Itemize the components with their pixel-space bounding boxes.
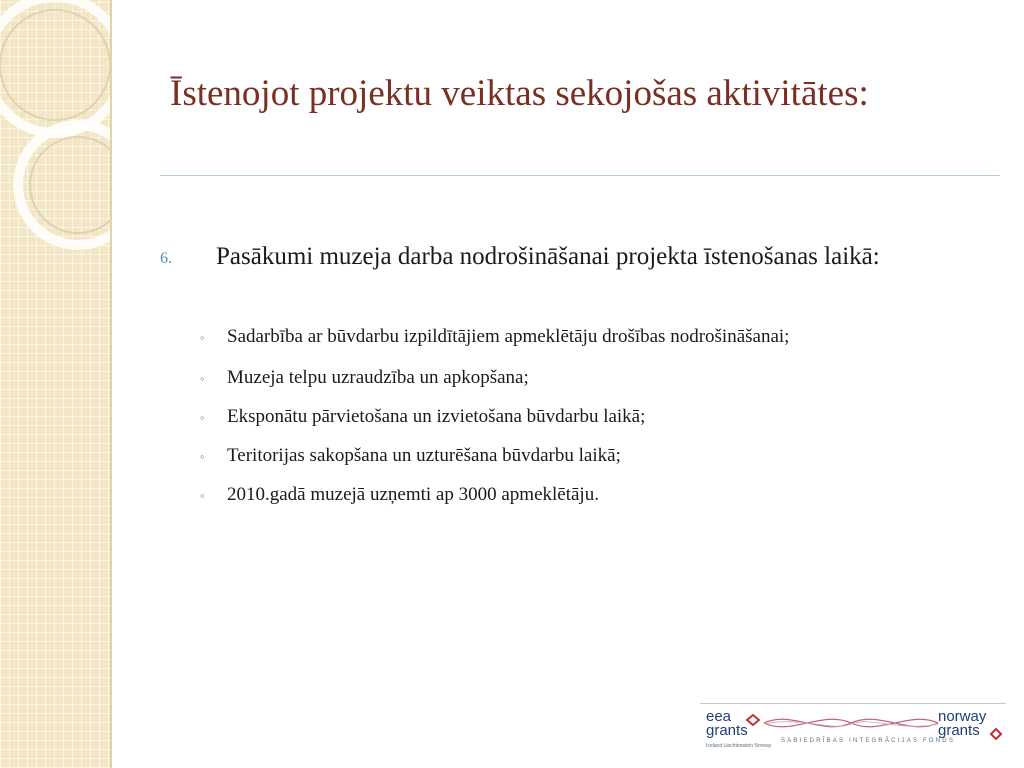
list-item-text: Teritorijas sakopšana un uzturēšana būvdarbu laikā; <box>227 445 621 466</box>
main-list-item: Pasākumi muzeja darba nodrošināšanai projekta īstenošanas laikā: <box>216 243 880 270</box>
bullet-icon: ◦ <box>200 488 205 503</box>
wave-decoration-icon <box>762 712 940 734</box>
bullet-icon: ◦ <box>200 371 205 386</box>
list-item-text: Sadarbība ar būvdarbu izpildītājiem apmeklētāju drošības nodrošināšanai; <box>227 326 790 347</box>
slide-title: Īstenojot projektu veiktas sekojošas aktivitātes: <box>170 73 869 114</box>
bullet-icon: ◦ <box>200 449 205 464</box>
list-item-text: 2010.gadā muzejā uzņemti ap 3000 apmeklētāju. <box>227 484 599 505</box>
eea-grants-logo: eea grants <box>706 708 748 739</box>
bullet-icon: ◦ <box>200 410 205 425</box>
norway-grants-logo: norway grants <box>938 708 987 739</box>
fund-name: SABIEDRĪBAS INTEGRĀCIJAS FONDS <box>781 738 956 744</box>
list-number: 6. <box>160 250 172 267</box>
bullet-icon: ◦ <box>200 330 205 345</box>
footer-divider <box>700 703 1006 704</box>
eea-tagline: Iceland Liechtenstein Norway <box>706 743 772 749</box>
list-item-text: Eksponātu pārvietošana un izvietošana būvdarbu laikā; <box>227 406 646 427</box>
list-item-text: Muzeja telpu uzraudzība un apkopšana; <box>227 367 529 388</box>
grants-mark-icon <box>988 726 1004 742</box>
grants-mark-icon <box>744 712 762 728</box>
logo-bar <box>706 710 1006 756</box>
